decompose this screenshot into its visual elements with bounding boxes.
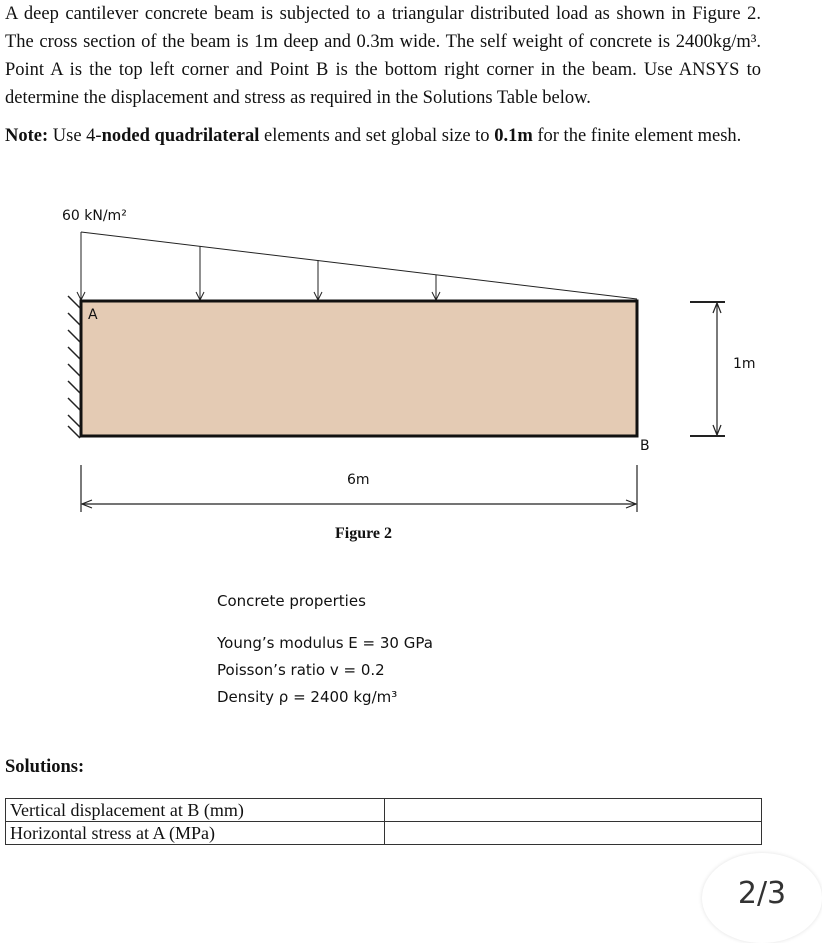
row-value[interactable] — [385, 822, 762, 845]
fixed-support-icon — [68, 296, 80, 438]
property-youngs-modulus: Young’s modulus E = 30 GPa — [217, 634, 433, 652]
note-bold: 0.1m — [494, 126, 533, 146]
beam — [81, 301, 637, 436]
page-indicator: 2/3 — [702, 853, 822, 943]
note-text: Use 4- — [48, 126, 102, 146]
point-a-label: A — [88, 307, 98, 323]
table-row — [6, 799, 762, 822]
depth-dimension — [690, 302, 725, 436]
note-text: for the finite element mesh. — [532, 126, 742, 146]
row-value[interactable] — [385, 799, 762, 822]
note-label: Note: — [5, 126, 49, 146]
properties-title: Concrete properties — [217, 592, 366, 610]
row-label: Vertical displacement at B (mm) — [6, 799, 385, 822]
solutions-title: Solutions: — [5, 757, 85, 777]
triangular-load — [77, 232, 637, 300]
problem-statement: A deep cantilever concrete beam is subjected to a triangular distributed load as shown in Figure 2. The cross section of the beam is 1m deep and 0.3m wide. The self weight of concrete is 2400kg/m³. Point A is the top left corner and Point B is the bottom right corner in the beam. Use ANSYS to determine the displacement and stress as required in the Solutions Table below. — [5, 4, 761, 108]
table-row — [6, 822, 762, 845]
row-label: Horizontal stress at A (MPa) — [6, 822, 385, 845]
length-label: 6m — [347, 472, 370, 488]
depth-label: 1m — [733, 356, 756, 372]
note-text: elements and set global size to — [259, 126, 495, 146]
point-b-label: B — [640, 438, 650, 454]
property-density: Density ρ = 2400 kg/m³ — [217, 688, 398, 706]
figure-caption: Figure 2 — [335, 525, 393, 542]
property-poissons-ratio: Poisson’s ratio v = 0.2 — [217, 661, 385, 679]
note-bold: noded quadrilateral — [101, 126, 260, 146]
solutions-table — [5, 798, 762, 845]
load-label: 60 kN/m² — [62, 208, 127, 224]
